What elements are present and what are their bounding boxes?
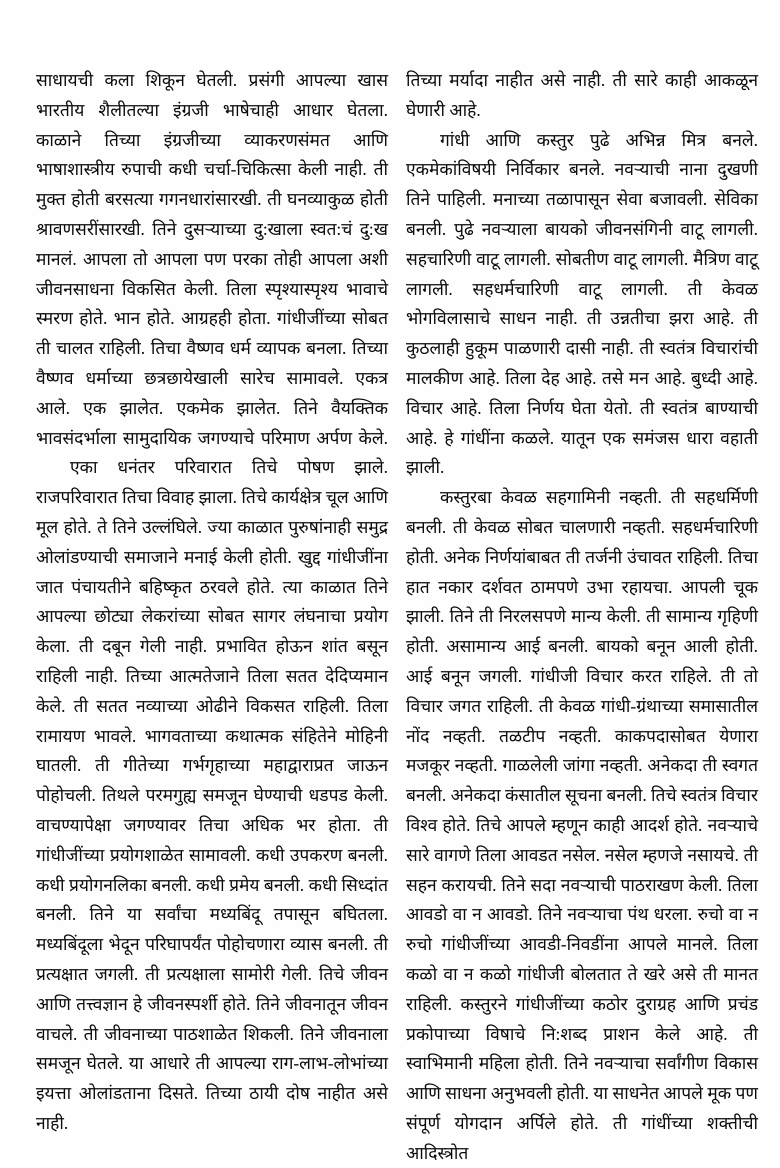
- left-paragraph-2: एका धनंतर परिवारात तिचे पोषण झाले. राजपरिवारात तिचा विवाह झाला. तिचे कार्यक्षेत्र चूल आणि मूल होते. ते तिने उल्लंघिले. ज्या काळात पुरुषांनाही समुद्र ओलांडण्याची समाजाने मनाई केली होती. खुद्द गांधीजींना जात पंचायतीने बहिष्कृत ठरवले होते. त्या काळात तिने आपल्या छोट्या लेकरांच्या सोबत सागर लंघनाचा प्रयोग केला. ती दबून गेली नाही. प्रभावित होऊन शांत बसून राहिली नाही. तिच्या आत्मतेजाने तिला सतत देदिप्यमान केले. ती सतत नव्याच्या ओढीने विकसत राहिली. तिला रामायण भावले. भागवताच्या कथात्मक संहितेने मोहिनी घातली. ती गीतेच्या गर्भगृहाच्या महाद्वाराप्रत जाऊन पोहोचली. तिथले परमगुह्य समजून घेण्याची धडपड केली. वाचण्यापेक्षा जगण्यावर तिचा अधिक भर होता. ती गांधीजींच्या प्रयोगशाळेत सामावली. कधी उपकरण बनली. कधी प्रयोगनलिका बनली. कधी प्रमेय बनली. कधी सिध्दांत बनली. तिने या सर्वांचा मध्यबिंदू तपासून बघितला. मध्यबिंदूला भेदून परिघापर्यंत पोहोचणारा व्यास बनली. ती प्रत्यक्षात जगली. ती प्रत्यक्षाला सामोरी गेली. तिचे जीवन आणि तत्त्वज्ञान हे जीवनस्पर्शी होते. तिने जीवनातून जीवन वाचले. ती जीवनाच्या पाठशाळेत शिकली. तिने जीवनाला समजून घेतले. या आधारे ती आपल्या राग-लाभ-लोभांच्या इयत्ता ओलांडताना दिसते. तिच्या ठायी दोष नाहीत असे नाही.: [36, 457, 388, 1133]
- right-paragraph-1: तिच्या मर्यादा नाहीत असे नाही. ती सारे काही आकळून घेणारी आहे.: [406, 70, 758, 120]
- two-column-body: [36, 66, 758, 1163]
- left-paragraph-1: साधायची कला शिकून घेतली. प्रसंगी आपल्या खास भारतीय शैलीतल्या इंग्रजी भाषेचाही आधार घेतला. काळाने तिच्या इंग्रजीच्या व्याकरणसंमत आणि भाषाशास्त्रीय रुपाची कधी चर्चा-चिकित्सा केली नाही. ती मुक्त होती बरसत्या गगनधारांसारखी. ती घनव्याकुळ होती श्रावणसरींसारखी. तिने दुसऱ्याच्या दु:खाला स्वत:चं दु:ख मानलं. आपला तो आपला पण परका तोही आपला अशी जीवनसाधना विकसित केली. तिला स्पृश्यास्पृश्य भावाचे स्मरण होते. भान होते. आग्रहही होता. गांधीजींच्या सोबत ती चालत राहिली. तिचा वैष्णव धर्म व्यापक बनला. तिच्या वैष्णव धर्माच्या छत्रछायेखाली सारेच सामावले. एकत्र आले. एक झालेत. एकमेक झालेत. तिने वैयक्तिक भावसंदर्भाला सामुदायिक जगण्याचे परिमाण अर्पण केले.: [36, 70, 388, 448]
- right-paragraph-2: गांधी आणि कस्तुर पुढे अभिन्न मित्र बनले. एकमेकांविषयी निर्विकार बनले. नवऱ्याची नाना दुखणी तिने पाहिली. मनाच्या तळापासून सेवा बजावली. सेविका बनली. पुढे नवऱ्याला बायको जीवनसंगिनी वाटू लागली. सहचारिणी वाटू लागली. सोबतीण वाटू लागली. मैत्रिण वाटू लागली. सहधर्मचारिणी वाटू लागली. ती केवळ भोगविलासाचे साधन नाही. ती उन्नतीचा झरा आहे. ती कुठलाही हुकूम पाळणारी दासी नाही. ती स्वतंत्र विचारांची मालकीण आहे. तिला देह आहे. तसे मन आहे. बुध्दी आहे. विचार आहे. तिला निर्णय घेता येतो. ती स्वतंत्र बाण्याची आहे. हे गांधींना कळले. यातून एक समंजस धारा वहाती झाली.: [406, 129, 758, 478]
- right-column: [406, 66, 758, 1168]
- right-paragraph-3: कस्तुरबा केवळ सहगामिनी नव्हती. ती सहधर्मिणी बनली. ती केवळ सोबत चालणारी नव्हती. सहधर्मचारिणी होती. अनेक निर्णयांबाबत ती तर्जनी उंचावत राहिली. तिचा हात नकार दर्शवत ठामपणे उभा रहायचा. आपली चूक झाली. तिने ती निरलसपणे मान्य केली. ती सामान्य गृहिणी होती. असामान्य आई बनली. बायको बनून आली होती. आई बनून जगली. गांधीजी विचार करत राहिले. ती तो विचार जगत राहिली. ती केवळ गांधी-ग्रंथाच्या समासातील नोंद नव्हती. तळटीप नव्हती. काकपदासोबत येणारा मजकूर नव्हती. गाळलेली जांगा नव्हती. अनेकदा ती स्वगत बनली. अनेकदा कंसातील सूचना बनली. तिचे स्वतंत्र विचार विश्व होते. तिचे आपले म्हणून काही आदर्श होते. नवऱ्याचे सारे वागणे तिला आवडत नसेल. नसेल म्हणजे नसायचे. ती सहन करायची. तिने सदा नवऱ्याची पाठराखण केली. तिला आवडो वा न आवडो. तिने नवऱ्याचा पंथ धरला. रुचो वा न रुचो गांधीजींच्या आवडी-निवडींना आपले मानले. तिला कळो वा न कळो गांधीजी बोलतात ते खरे असे ती मानत राहिली. कस्तुरने गांधीजींच्या कठोर दुराग्रह आणि प्रचंड प्रकोपाच्या विषाचे नि:शब्द प्राशन केले आहे. ती स्वाभिमानी महिला होती. तिने नवऱ्याचा सर्वांगीण विकास आणि साधना अनुभवली होती. या साधनेत आपले मूक पण संपूर्ण योगदान अर्पिले होते. ती गांधींच्या शक्तीची आदिस्त्रोत: [406, 487, 758, 1163]
- left-column: [36, 66, 388, 1139]
